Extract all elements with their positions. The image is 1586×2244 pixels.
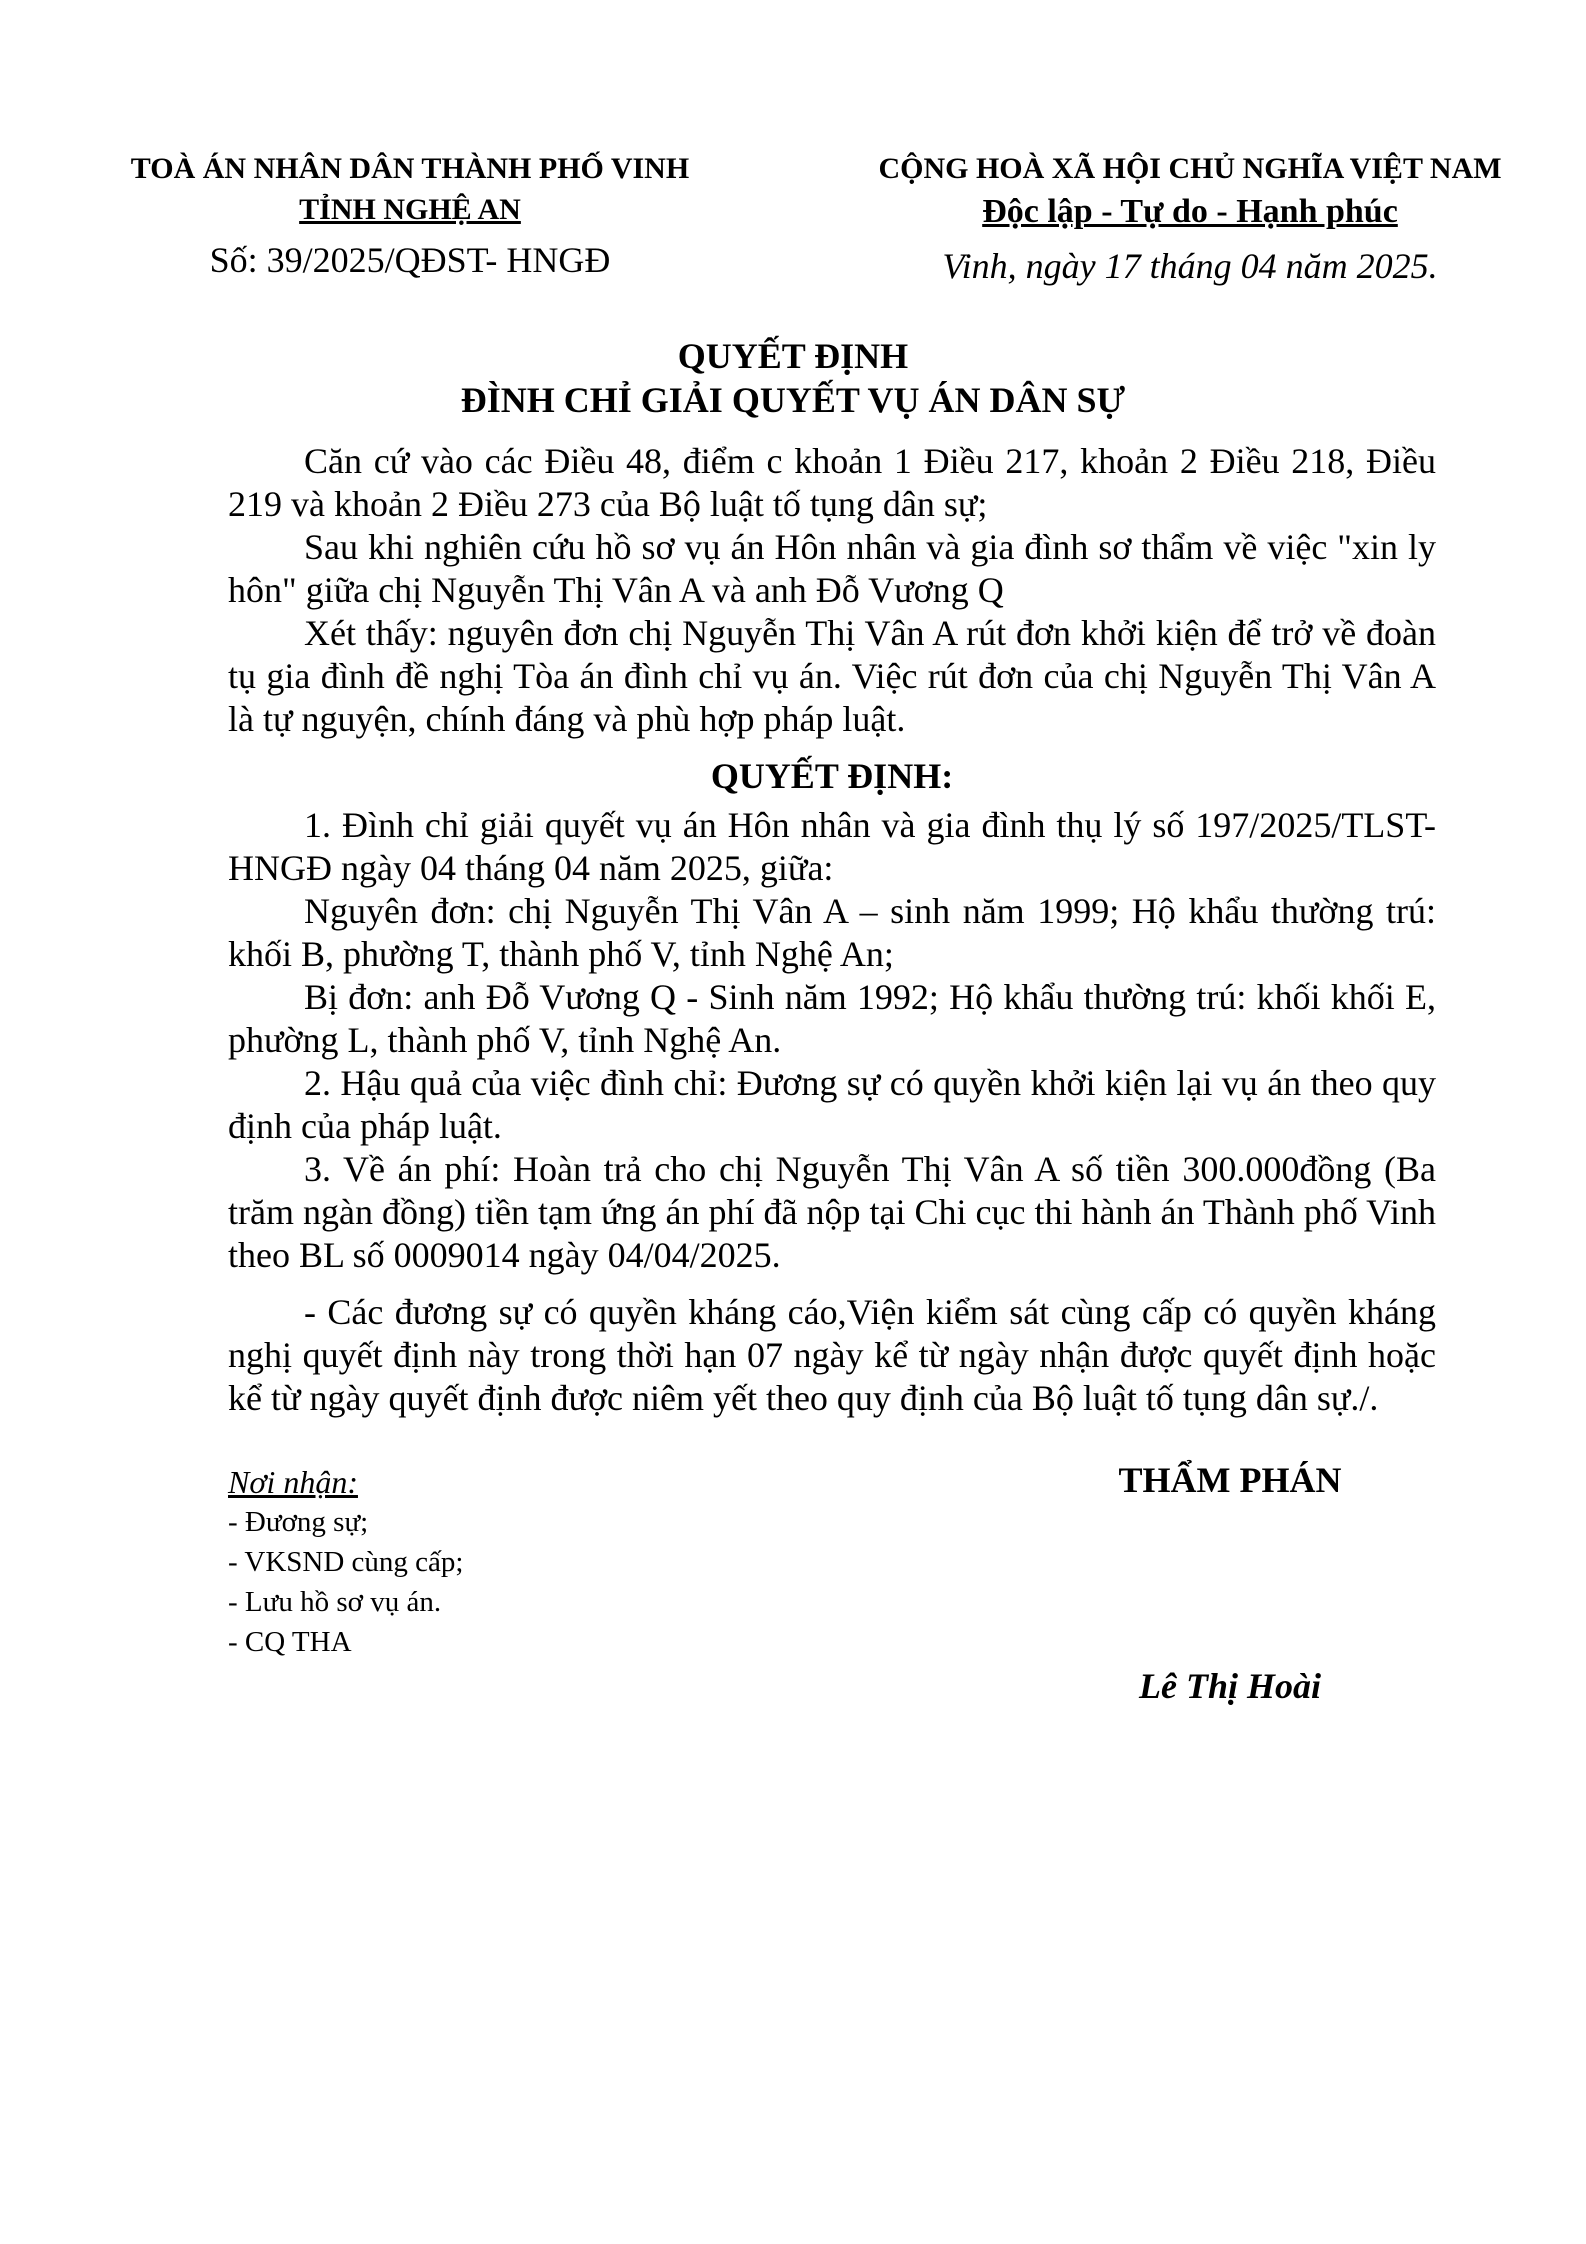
consideration-paragraph: Xét thấy: nguyên đơn chị Nguyễn Thị Vân A rút đơn khởi kiện để trở về đoàn tụ gia đình đề nghị Tòa án đình chỉ vụ án. Việc rút đơn của chị Nguyễn Thị Vân A là tự nguyện, chính đáng và phù hợp pháp luật. xyxy=(228,613,1436,739)
review-paragraph: Sau khi nghiên cứu hồ sơ vụ án Hôn nhân và gia đình sơ thẩm về việc "xin ly hôn" giữa chị Nguyễn Thị Vân A và anh Đỗ Vương Q xyxy=(228,527,1436,610)
judge-name: Lê Thị Hoài xyxy=(1139,1666,1321,1706)
national-header xyxy=(820,148,1560,292)
recipient-item: - CQ THA xyxy=(228,1626,352,1658)
recipients-block xyxy=(228,1462,788,1662)
court-name: TOÀ ÁN NHÂN DÂN THÀNH PHỐ VINH xyxy=(130,152,690,185)
court-header xyxy=(80,148,740,286)
court-province: TỈNH NGHỆ AN xyxy=(299,193,521,226)
decision-item-1: 1. Đình chỉ giải quyết vụ án Hôn nhân và gia đình thụ lý số 197/2025/TLST-HNGĐ ngày 04 tháng 04 năm 2025, giữa: xyxy=(228,805,1436,888)
title-line-1: QUYẾT ĐỊNH xyxy=(677,336,909,376)
appeal-paragraph: - Các đương sự có quyền kháng cáo,Viện kiểm sát cùng cấp có quyền kháng nghị quyết định này trong thời hạn 07 ngày kể từ ngày nhận được quyết định hoặc kể từ ngày quyết định được niêm yết theo quy định của Bộ luật tố tụng dân sự./. xyxy=(228,1292,1436,1418)
document-number: Số: 39/2025/QĐST- HNGĐ xyxy=(209,240,611,280)
recipient-item: - Lưu hồ sơ vụ án. xyxy=(228,1586,442,1618)
title-line-2: ĐÌNH CHỈ GIẢI QUYẾT VỤ ÁN DÂN SỰ xyxy=(460,380,1126,420)
plaintiff-paragraph: Nguyên đơn: chị Nguyễn Thị Vân A – sinh năm 1999; Hộ khẩu thường trú: khối B, phường T, thành phố V, tỉnh Nghệ An; xyxy=(228,891,1436,974)
recipients-label: Nơi nhận: xyxy=(228,1464,358,1500)
decision-heading: QUYẾT ĐỊNH: xyxy=(710,756,954,796)
legal-basis-paragraph: Căn cứ vào các Điều 48, điểm c khoản 1 Điều 217, khoản 2 Điều 218, Điều 219 và khoản 2 Điều 273 của Bộ luật tố tụng dân sự; xyxy=(228,441,1436,524)
document-title xyxy=(0,334,1586,422)
recipient-item: - VKSND cùng cấp; xyxy=(228,1546,464,1578)
judge-title: THẨM PHÁN xyxy=(1118,1460,1342,1500)
defendant-paragraph: Bị đơn: anh Đỗ Vương Q - Sinh năm 1992; Hộ khẩu thường trú: khối khối E, phường L, thành phố V, tỉnh Nghệ An. xyxy=(228,977,1436,1060)
document-date: Vinh, ngày 17 tháng 04 năm 2025. xyxy=(942,246,1438,286)
decision-item-3: 3. Về án phí: Hoàn trả cho chị Nguyễn Thị Vân A số tiền 300.000đồng (Ba trăm ngàn đồng) tiền tạm ứng án phí đã nộp tại Chi cục thi hành án Thành phố Vinh theo BL số 0009014 ngày 04/04/2025. xyxy=(228,1149,1436,1275)
decision-item-2: 2. Hậu quả của việc đình chỉ: Đương sự có quyền khởi kiện lại vụ án theo quy định của pháp luật. xyxy=(228,1063,1436,1146)
document-body xyxy=(228,440,1436,1420)
recipient-item: - Đương sự; xyxy=(228,1506,369,1538)
republic-name: CỘNG HOÀ XÃ HỘI CHỦ NGHĨA VIỆT NAM xyxy=(878,152,1502,185)
national-motto: Độc lập - Tự do - Hạnh phúc xyxy=(982,193,1398,230)
